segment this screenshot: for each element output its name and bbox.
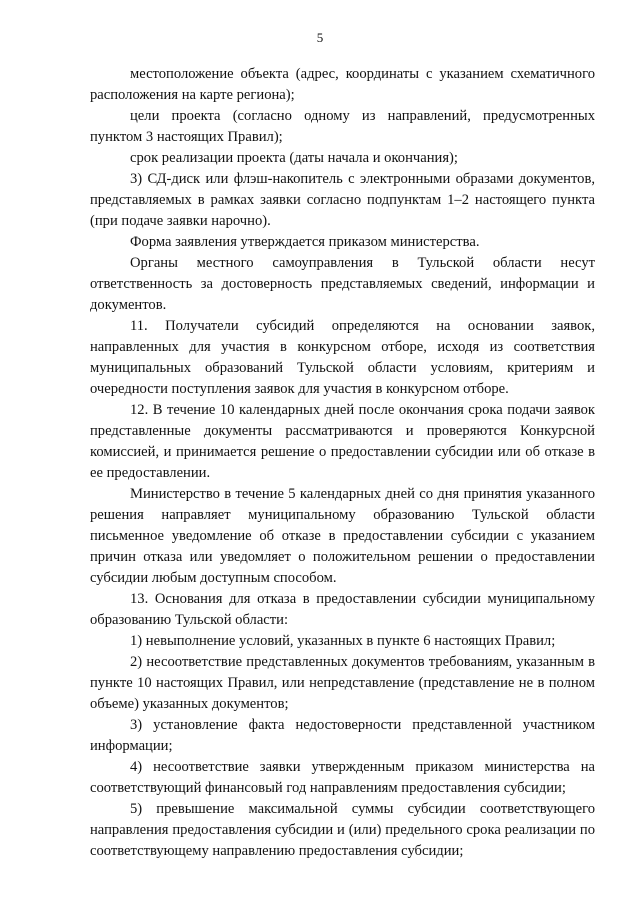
paragraph-refusal-2: 2) несоответствие представленных документов требованиям, указанным в пункте 10 настоящих Правил, или непредставление (представление не в полном объеме) указанных документов; [90, 654, 595, 712]
paragraph-ministry-notice: Министерство в течение 5 календарных дней со дня принятия указанного решения направляет муниципальному образованию Тульской области письменное уведомление об отказе в предоставлении субсидии с указанием причин отказа или уведомляет о положительном решении о предоставлении субсидии любым доступным способом. [90, 486, 595, 586]
paragraph-item-12: 12. В течение 10 календарных дней после окончания срока подачи заявок представленные документы рассматриваются и проверяются Конкурсной комиссией, и принимается решение о предоставлении субсидии или об отказе в ее предоставлении. [90, 402, 595, 481]
paragraph-item-11: 11. Получатели субсидий определяются на основании заявок, направленных для участия в конкурсном отборе, исходя из соответствия муниципальных образований Тульской области условиям, критериям и очередности поступления заявок для участия в конкурсном отборе. [90, 318, 595, 397]
paragraph-refusal-4: 4) несоответствие заявки утвержденным приказом министерства на соответствующий финансовый год направлениям предоставления субсидии; [90, 759, 595, 796]
paragraph-refusal-1: 1) невыполнение условий, указанных в пункте 6 настоящих Правил; [130, 633, 556, 649]
paragraph-refusal-5: 5) превышение максимальной суммы субсидии соответствующего направления предоставления субсидии и (или) предельного срока реализации по соответствующему направлению предоставления субсидии; [90, 801, 595, 859]
page-number: 5 [316, 30, 324, 45]
paragraph-application-form: Форма заявления утверждается приказом министерства. [130, 234, 480, 250]
paragraph-project-term: срок реализации проекта (даты начала и окончания); [130, 150, 458, 166]
document-body [90, 64, 595, 862]
paragraph-local-authorities: Органы местного самоуправления в Тульской области несут ответственность за достоверность представляемых сведений, информации и документов. [90, 255, 595, 313]
paragraph-project-goals: цели проекта (согласно одному из направлений, предусмотренных пунктом 3 настоящих Правил); [90, 108, 595, 145]
paragraph-refusal-3: 3) установление факта недостоверности представленной участником информации; [90, 717, 595, 754]
paragraph-cd-disk: 3) СД-диск или флэш-накопитель с электронными образами документов, представляемых в рамках заявки согласно подпунктам 1–2 настоящего пункта (при подаче заявки нарочно). [90, 171, 595, 229]
paragraph-item-13: 13. Основания для отказа в предоставлении субсидии муниципальному образованию Тульской области: [90, 591, 595, 628]
paragraph-object-location: местоположение объекта (адрес, координаты с указанием схематичного расположения на карте региона); [90, 66, 595, 103]
